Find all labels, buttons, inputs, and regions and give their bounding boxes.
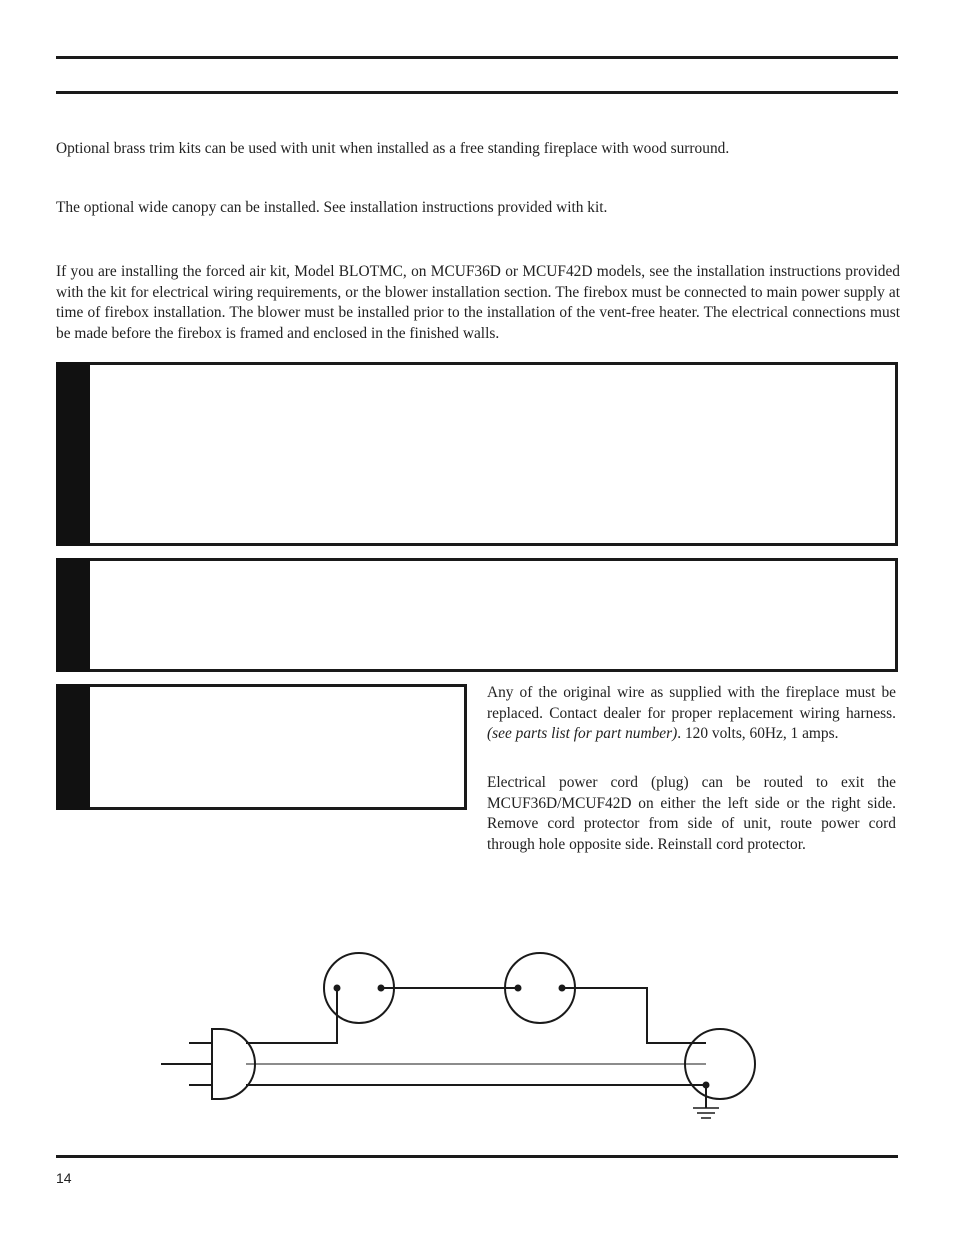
ground-symbol: [693, 1108, 719, 1118]
parts-list-reference: (see parts list for part number): [487, 725, 678, 742]
footer-rule: [56, 1155, 898, 1158]
wire-switch-to-motor: [562, 988, 706, 1043]
wide-canopy-paragraph: The optional wide canopy can be installed. See installation instructions provided with kit.: [56, 199, 608, 216]
wire-text-end: . 120 volts, 60Hz, 1 amps.: [677, 725, 839, 742]
wire-hot-to-switch: [246, 988, 337, 1043]
forced-air-paragraph: If you are installing the forced air kit, Model BLOTMC, on MCUF36D or MCUF42D models, see the installation instructions provided with the kit for electrical wiring requirements, or the blower installation section. The firebox must be connected to main power supply at time of firebox installation. The blower must be installed prior to the installation of the vent-free heater. The electrical connections must be made before the firebox is framed and enclosed in the finished walls.: [56, 263, 900, 342]
page-number: 14: [56, 1170, 72, 1186]
brass-trim-paragraph: Optional brass trim kits can be used with unit when installed as a free standing fireplace with wood surround.: [56, 140, 730, 157]
power-cord-paragraph: Electrical power cord (plug) can be routed to exit the MCUF36D/MCUF42D on either the left side or the right side. Remove cord protector from side of unit, route power cord through hole opposite side. Reinstall cord protector.: [487, 774, 896, 853]
terminal-dots: [334, 985, 710, 1089]
wire-text-start: Any of the original wire as supplied with the fireplace must be replaced. Contact dealer for proper replacement wiring harness.: [487, 684, 896, 722]
